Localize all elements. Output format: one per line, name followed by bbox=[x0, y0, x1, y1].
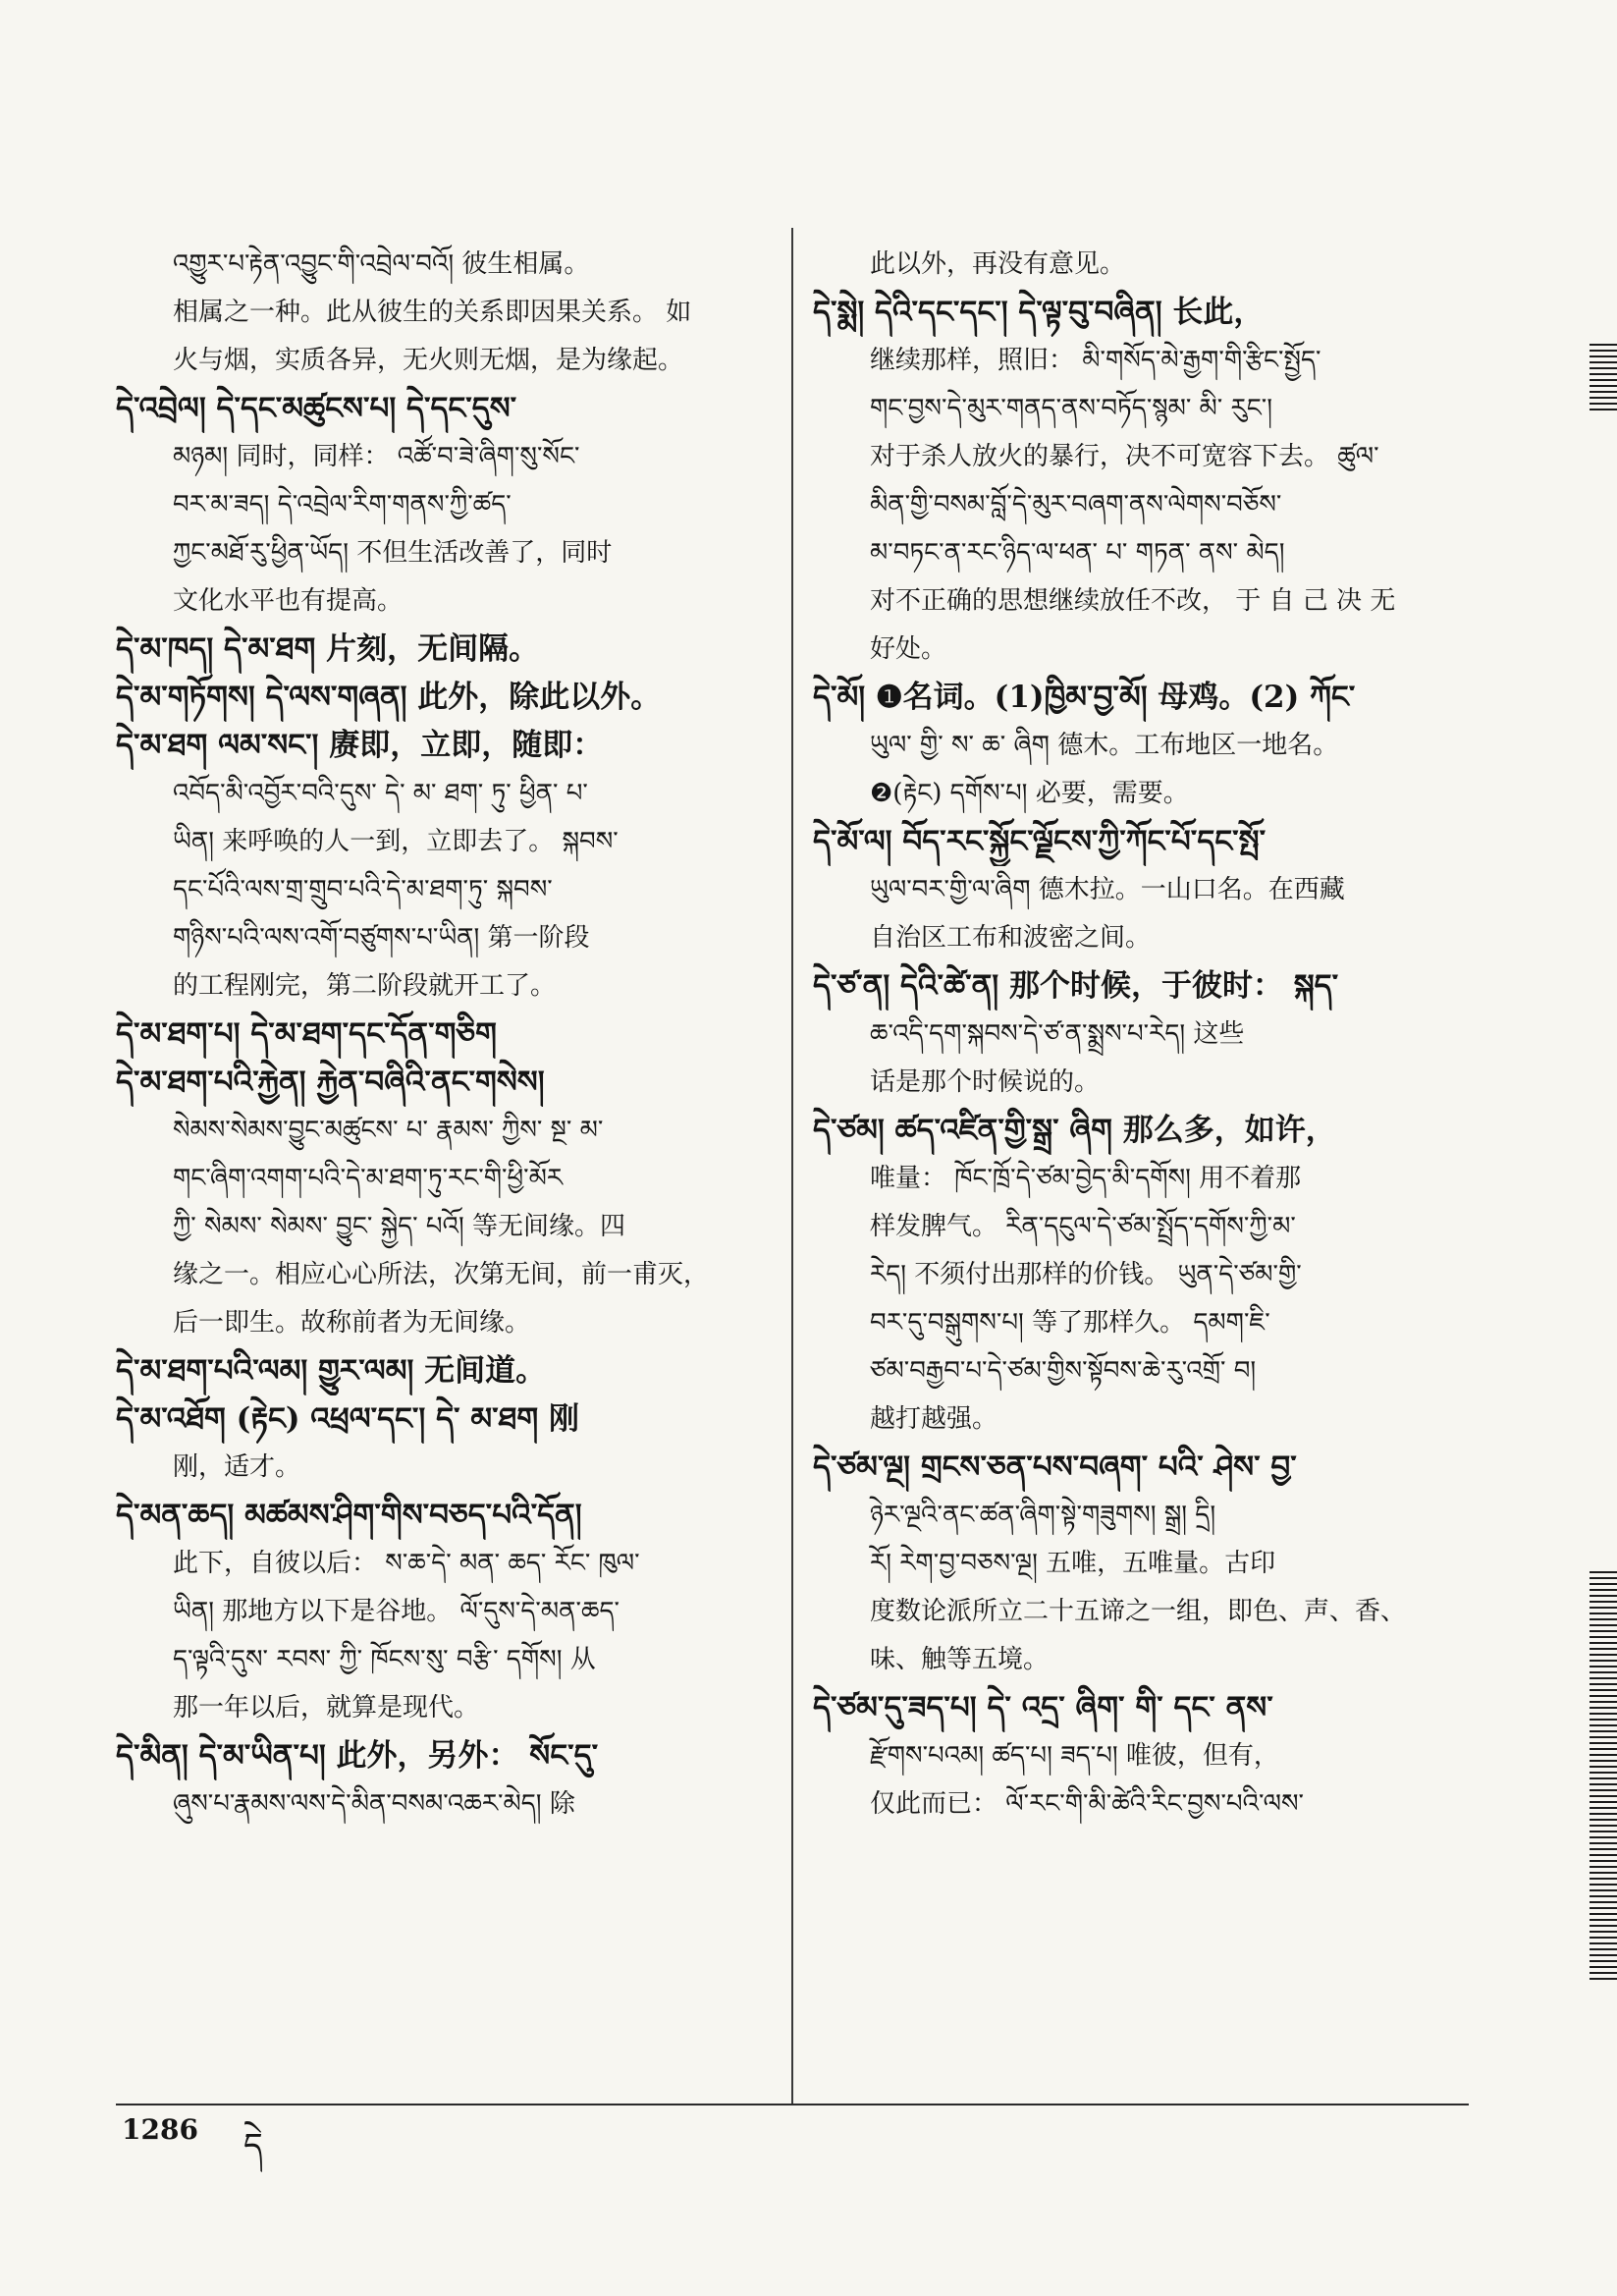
entry-body-line: གང་ཞིག་འགག་པའི་དེ་མ་ཐག་ཏུ་རང་གི་ཕྱི་མོར bbox=[173, 1164, 564, 1193]
entry-body-line: རོ། རེག་བྱ་བཅས་ལྔ། 五唯，五唯量。古印 bbox=[870, 1549, 1276, 1578]
entry-body-line: ཡིན། 来呼唤的人一到，立即去了。 སྐབས་ bbox=[173, 827, 619, 856]
dictionary-entry bbox=[116, 1395, 772, 1492]
dictionary-entry bbox=[116, 1059, 772, 1347]
entry-body-line: ཡུལ་བར་གྱི་ལ་ཞིག 德木拉。一山口名。在西藏 bbox=[870, 875, 1345, 904]
dictionary-entry bbox=[813, 241, 1469, 289]
entry-headword-line: དེ་མ་ཐག་པའི་རྐྱེན། རྐྱེན་བཞིའི་ནང་གསེས། bbox=[116, 1065, 545, 1100]
entry-body-line: 仅此而已： ལོ་རང་གི་མི་ཚེའི་རིང་བྱས་པའི་ལས་ bbox=[870, 1789, 1304, 1819]
entry-body-line: 缘之一。相应心心所法，次第无间，前一甫灭， bbox=[173, 1260, 710, 1289]
entry-body-line: དང་པོའི་ལས་གྲ་གྲུབ་པའི་དེ་མ་ཐག་ཏུ་ སྐབས་ bbox=[173, 875, 553, 904]
right-column bbox=[813, 241, 1469, 1829]
entry-body-line: 味、触等五境。 bbox=[870, 1645, 1050, 1674]
page-number: 1286 bbox=[122, 2113, 198, 2146]
dictionary-entry bbox=[116, 722, 772, 1011]
entry-headword-line: དེ་མ་གཏོགས། དེ་ལས་གཞན། 此外，除此以外。 bbox=[116, 680, 662, 715]
entry-headword-line: དེ་མོ། ❶名词。(1)ཁྱིམ་བྱ་མོ། 母鸡。(2) ཀོང་ bbox=[813, 680, 1356, 715]
entry-headword-line: དེ་མོ་ལ། བོད་རང་སྐྱོང་ལྗོངས་ཀྱི་ཀོང་པོ་དང་སྤོ་ bbox=[813, 824, 1267, 859]
entry-body-line: འབོད་མི་འབྱོར་བའི་དུས་ དེ་ མ་ ཐག་ ཏུ་ ཕྱིན་ པ་ bbox=[173, 779, 588, 808]
entry-body-line: མཉམ། 同时，同样： འཚོ་བ་ཟེ་ཞིག་སུ་སོང་ bbox=[173, 442, 580, 471]
entry-body-line: ཞུས་པ་རྣམས་ལས་དེ་མིན་བསམ་འཆར་མེད། 除 bbox=[173, 1789, 575, 1819]
entry-body-line: 刚，适才。 bbox=[173, 1452, 301, 1482]
dictionary-entry bbox=[116, 1347, 772, 1395]
entry-body-line: བར་དུ་བསྒུགས་པ། 等了那样久。 དམག་ཇི་ bbox=[870, 1308, 1270, 1338]
entry-body-line: 的工程刚完，第二阶段就开工了。 bbox=[173, 971, 557, 1001]
dictionary-entry bbox=[813, 1684, 1469, 1829]
dictionary-entry bbox=[116, 1011, 772, 1059]
entry-body-line: སེམས་སེམས་བྱུང་མཚུངས་ པ་ རྣམས་ ཀྱིས་ སྔ་ མ་ bbox=[173, 1116, 604, 1145]
entry-body-line: ཀྱང་མཐོ་རུ་ཕྱིན་ཡོད། 不但生活改善了，同时 bbox=[173, 538, 613, 568]
entry-headword-line: དེ་མ་འཐོག (རྟེང) འཕྲལ་དང་། དེ་ མ་ཐག 刚 bbox=[116, 1401, 579, 1437]
entry-body-line: མ་བཏང་ན་རང་ཉིད་ལ་ཕན་ པ་ གཏན་ ནས་ མེད། bbox=[870, 538, 1285, 568]
dictionary-entry bbox=[116, 1732, 772, 1829]
entry-body-line: 唯量： ཁོང་ཁྲོ་དེ་ཙམ་བྱེད་མི་དགོས། 用不着那 bbox=[870, 1164, 1302, 1193]
entry-body-line: གང་བྱས་དེ་མུར་གནད་ནས་བཏོད་སྙམ་ མི་ རུང་། bbox=[870, 394, 1272, 423]
entry-continuation-line: འགྱུར་པ་རྟེན་འབྱུང་གི་འབྲེལ་བའོ། 彼生相属。 bbox=[173, 249, 590, 279]
entry-headword-line: དེ་མ་ཁད། དེ་མ་ཐག 片刻，无间隔。 bbox=[116, 631, 540, 667]
entry-headword-line: དེ་སྨེ། དེའི་དང་དང་། དེ་ལྟ་བུ་བཞིན། 长此， bbox=[813, 295, 1265, 330]
column-divider bbox=[791, 228, 793, 2104]
dictionary-entry bbox=[813, 289, 1469, 674]
running-letter: དེ bbox=[243, 2126, 263, 2165]
scan-edge-mark bbox=[1590, 344, 1617, 412]
left-column bbox=[116, 241, 772, 1829]
entry-body-line: ད་ལྟའི་དུས་ རབས་ ཀྱི་ ཁོངས་སུ་ བརྩི་ དགོས། 从 bbox=[173, 1645, 596, 1674]
entry-headword-line: དེ་ཙམ་དུ་ཟད་པ། དེ་ འདྲ་ ཞིག་ གི་ དང་ ནས་ bbox=[813, 1690, 1273, 1725]
entry-body-line: 后一即生。故称前者为无间缘。 bbox=[173, 1308, 531, 1338]
footer-rule bbox=[116, 2104, 1469, 2105]
entry-body-line: ❷(རྟེང) དགོས་པ། 必要，需要。 bbox=[870, 779, 1189, 808]
dictionary-entry bbox=[813, 818, 1469, 962]
scan-edge-mark bbox=[1590, 1571, 1617, 1984]
entry-body-line: ཡུལ་ གྱི་ ས་ ཆ་ ཞིག 德木。工布地区一地名。 bbox=[870, 731, 1339, 760]
dictionary-entry bbox=[813, 1107, 1469, 1444]
entry-continuation-line: 此以外，再没有意见。 bbox=[870, 249, 1126, 279]
dictionary-entry bbox=[813, 962, 1469, 1107]
dictionary-entry bbox=[813, 1444, 1469, 1684]
entry-headword-line: དེ་ཙམ་ལྔ། གྲངས་ཅན་པས་བཞག་ པའི་ ཤེས་ བྱ་ bbox=[813, 1449, 1297, 1485]
dictionary-entry bbox=[116, 1492, 772, 1732]
entry-body-line: མིན་གྱི་བསམ་བློ་དེ་མུར་བཞག་ནས་ལེགས་བཅོས་ bbox=[870, 490, 1282, 519]
entry-body-line: 那一年以后，就算是现代。 bbox=[173, 1693, 480, 1722]
entry-body-line: ཆ་འདི་དག་སྐབས་དེ་ཙ་ན་སྨྲས་པ་རེད། 这些 bbox=[870, 1019, 1245, 1049]
entry-body-line: ཙམ་བརྒྱབ་པ་དེ་ཙམ་གྱིས་སྟོབས་ཆེ་རུ་འགྲོ་ བ། bbox=[870, 1356, 1257, 1386]
entry-body-line: 好处。 bbox=[870, 634, 947, 664]
entry-body-line: རྫོགས་པའམ། ཚད་པ། ཟད་པ། 唯彼，但有， bbox=[870, 1741, 1279, 1771]
dictionary-entry bbox=[813, 674, 1469, 818]
entry-body-line: 文化水平也有提高。 bbox=[173, 586, 404, 616]
entry-body-line: 越打越强。 bbox=[870, 1404, 998, 1434]
entry-headword-line: དེ་ཙམ། ཚད་འཛིན་གྱི་སྒྲ་ ཞིག 那么多，如许， bbox=[813, 1113, 1336, 1148]
entry-headword-line: དེ་ཙ་ན། དེའི་ཚེ་ན། 那个时候，于彼时： སྐད་ bbox=[813, 968, 1339, 1004]
entry-headword-line: དེ་མིན། དེ་མ་ཡིན་པ། 此外，另外： སོང་དུ་ bbox=[116, 1738, 599, 1774]
entry-headword-line: དེ་མ་ཐག་པ། དེ་མ་ཐག་དང་དོན་གཅིག bbox=[116, 1016, 497, 1052]
dictionary-entry bbox=[116, 241, 772, 385]
dictionary-entry bbox=[116, 626, 772, 674]
entry-headword-line: དེ་འབྲེལ། དེ་དང་མཚུངས་པ། དེ་དང་དུས་ bbox=[116, 391, 517, 426]
entry-body-line: 此下，自彼以后： ས་ཆ་དེ་ མན་ ཆད་ རོང་ ཁུལ་ bbox=[173, 1549, 640, 1578]
entry-headword-line: དེ་མ་ཐག ལམ་སང་། 赓即，立即，随即： bbox=[116, 728, 604, 763]
entry-body-line: 继续那样，照旧： མི་གསོད་མེ་རྒྱག་གི་རྩིང་སྤྱོད་ bbox=[870, 346, 1321, 375]
entry-headword-line: དེ་མན་ཆད། མཚམས་ཤིག་གིས་བཅད་པའི་དོན། bbox=[116, 1498, 582, 1533]
entry-body-line: 相属之一种。此从彼生的关系即因果关系。 如 bbox=[173, 298, 692, 327]
entry-body-line: ཉེར་ལྔའི་ནང་ཚན་ཞིག་སྟེ་གཟུགས། སྒྲ། དྲི། bbox=[870, 1501, 1216, 1530]
dictionary-entry bbox=[116, 385, 772, 626]
entry-body-line: 话是那个时候说的。 bbox=[870, 1067, 1101, 1097]
entry-body-line: 度数论派所立二十五谛之一组，即色、声、香、 bbox=[870, 1597, 1407, 1626]
entry-body-line: 对不正确的思想继续放任不改， 于 自 己 决 无 bbox=[870, 586, 1396, 616]
entry-body-line: བར་མ་ཟད། དེ་འབྲེལ་རིག་གནས་ཀྱི་ཚད་ bbox=[173, 490, 512, 519]
entry-body-line: 火与烟，实质各异，无火则无烟，是为缘起。 bbox=[173, 346, 684, 375]
entry-headword-line: དེ་མ་ཐག་པའི་ལམ། གྱུར་ལམ། 无间道。 bbox=[116, 1353, 547, 1389]
entry-body-line: རེད། 不须付出那样的价钱。 ཡུན་དེ་ཙམ་གྱི་ bbox=[870, 1260, 1302, 1289]
entry-body-line: ཀྱི་ སེམས་ སེམས་ བྱུང་ སྐྱེད་ པའོ། 等无间缘。四 bbox=[173, 1212, 625, 1241]
entry-body-line: ཡིན། 那地方以下是谷地。 ལོ་དུས་དེ་མན་ཆད་ bbox=[173, 1597, 620, 1626]
entry-body-line: 自治区工布和波密之间。 bbox=[870, 923, 1152, 953]
entry-body-line: གཉིས་པའི་ལས་འགོ་བཙུགས་པ་ཡིན། 第一阶段 bbox=[173, 923, 590, 953]
dictionary-entry bbox=[116, 674, 772, 722]
entry-body-line: 对于杀人放火的暴行，决不可宽容下去。 ཚུལ་ bbox=[870, 442, 1379, 471]
entry-body-line: 样发脾气。 རིན་དངུལ་དེ་ཙམ་སྤྲོད་དགོས་ཀྱི་མ་ bbox=[870, 1212, 1296, 1241]
